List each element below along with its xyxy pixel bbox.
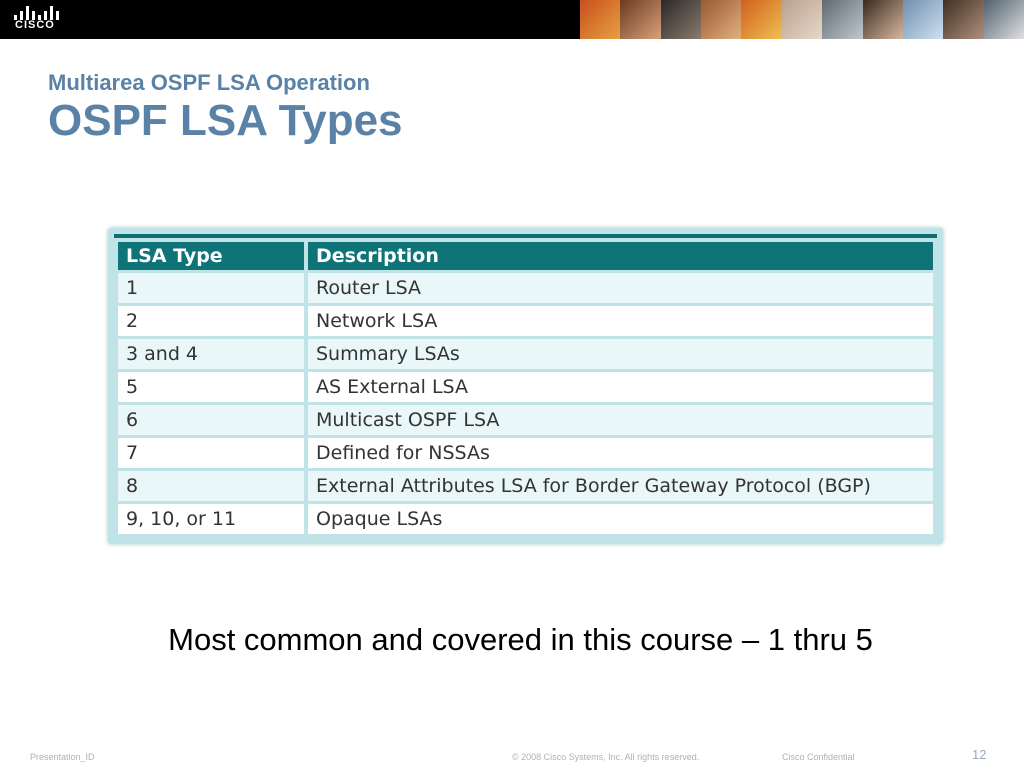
footer-confidential: Cisco Confidential xyxy=(782,752,855,762)
cisco-logo-text: CISCO xyxy=(15,19,55,31)
description-cell: Summary LSAs xyxy=(308,339,933,372)
footer-presentation-id: Presentation_ID xyxy=(30,752,95,762)
lsa-type-cell: 1 xyxy=(118,273,304,306)
top-banner xyxy=(0,0,1024,39)
table-header-row xyxy=(118,242,933,273)
cisco-logo xyxy=(14,6,60,34)
slide-page-number: 12 xyxy=(972,747,987,762)
lsa-type-cell: 3 and 4 xyxy=(118,339,304,372)
lsa-type-cell: 5 xyxy=(118,372,304,405)
header-description: Description xyxy=(308,242,933,273)
lsa-type-cell: 8 xyxy=(118,471,304,504)
table-row xyxy=(118,438,933,471)
lsa-type-cell: 9, 10, or 11 xyxy=(118,504,304,537)
lsa-type-cell: 6 xyxy=(118,405,304,438)
table-row xyxy=(118,405,933,438)
description-cell: AS External LSA xyxy=(308,372,933,405)
table-row xyxy=(118,273,933,306)
table-row xyxy=(118,471,933,504)
cisco-logo-bars-icon xyxy=(14,6,58,20)
lsa-type-cell: 7 xyxy=(118,438,304,471)
header-lsa-type: LSA Type xyxy=(118,242,304,273)
table-top-rule xyxy=(114,234,937,238)
lsa-types-table xyxy=(114,242,937,537)
footer-copyright: © 2008 Cisco Systems, Inc. All rights reserved. xyxy=(512,752,700,762)
description-cell: External Attributes LSA for Border Gateway Protocol (BGP) xyxy=(308,471,933,504)
course-note: Most common and covered in this course – 1 thru 5 xyxy=(168,622,873,657)
table-row xyxy=(118,504,933,537)
description-cell: Router LSA xyxy=(308,273,933,306)
slide-subtitle: Multiarea OSPF LSA Operation xyxy=(48,70,370,95)
description-cell: Multicast OSPF LSA xyxy=(308,405,933,438)
slide-title: OSPF LSA Types xyxy=(48,96,403,145)
table-row xyxy=(118,372,933,405)
table-row xyxy=(118,339,933,372)
lsa-type-cell: 2 xyxy=(118,306,304,339)
table-row xyxy=(118,306,933,339)
banner-photo-strip xyxy=(580,0,1024,39)
description-cell: Defined for NSSAs xyxy=(308,438,933,471)
description-cell: Opaque LSAs xyxy=(308,504,933,537)
description-cell: Network LSA xyxy=(308,306,933,339)
lsa-types-table-container xyxy=(108,228,943,544)
